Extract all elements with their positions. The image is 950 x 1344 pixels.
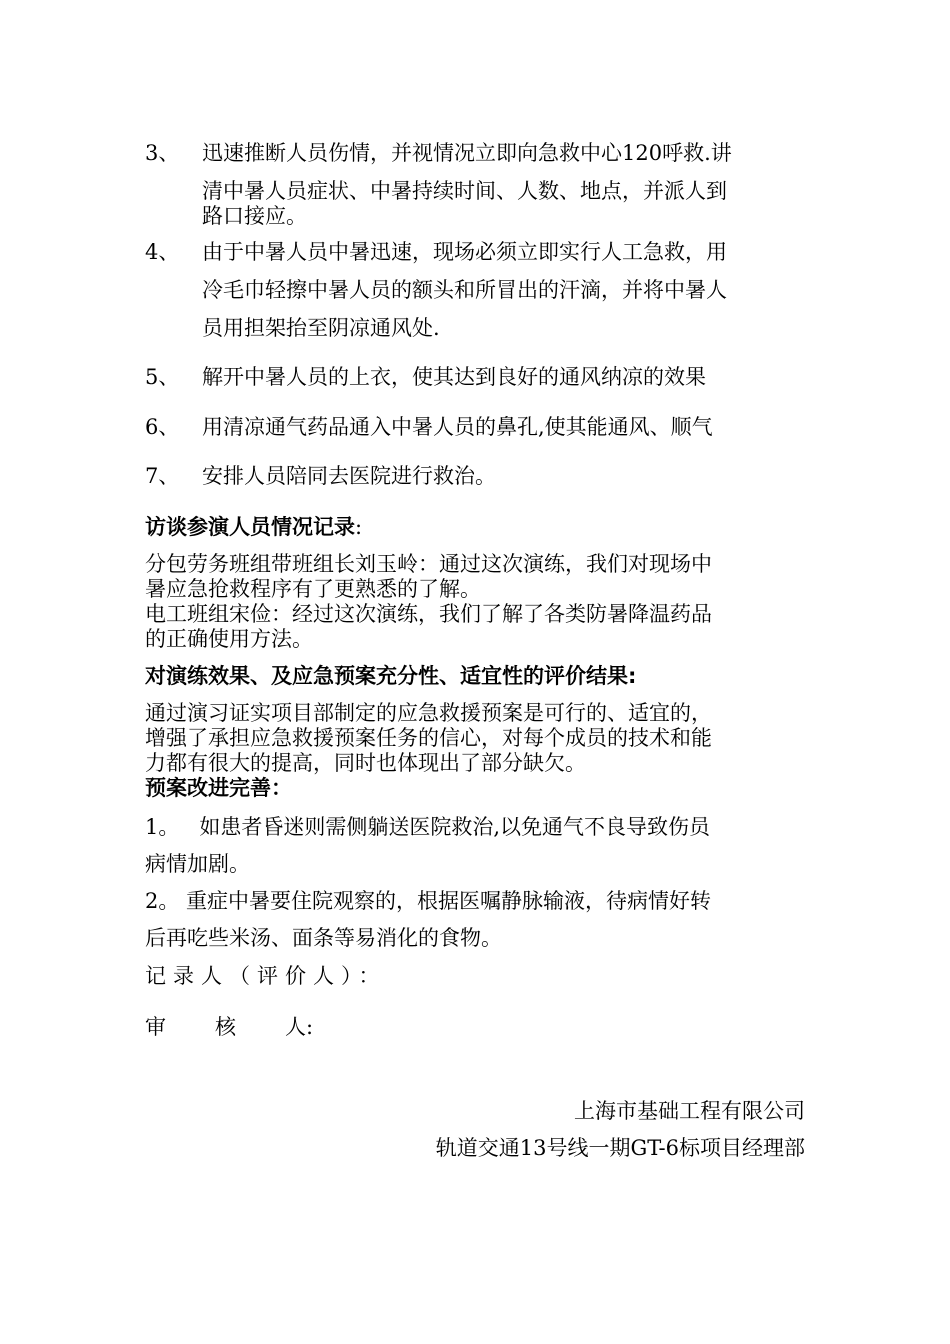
step-item-6 (145, 411, 810, 441)
step-number: 7、 (145, 464, 180, 488)
step-item-7 (145, 460, 810, 490)
interview-heading-colon: : (355, 515, 363, 539)
step-number: 4、 (145, 240, 180, 264)
step-item-5 (145, 361, 810, 391)
improvement-line: 病情加剧。 (145, 852, 250, 876)
company-name: 上海市基础工程有限公司 (574, 1099, 805, 1123)
interview-line: 的正确使用方法。 (145, 627, 313, 651)
reviewer-label (145, 1011, 810, 1041)
interview-line: 电工班组宋俭：经过这次演练，我们了解了各类防暑降温药品 (145, 602, 712, 626)
step-number: 6、 (145, 415, 180, 439)
improvement-line: 1。 如患者昏迷则需侧躺送医院救治,以免通气不良导致伤员 (145, 815, 711, 839)
step-line: 解开中暑人员的上衣，使其达到良好的通风纳凉的效果 (202, 365, 706, 389)
step-line: 用清凉通气药品通入中暑人员的鼻孔,使其能通风、顺气 (202, 415, 713, 439)
step-number: 5、 (145, 365, 180, 389)
evaluation-line: 力都有很大的提高，同时也体现出了部分缺欠。 (145, 751, 586, 775)
evaluation-line: 增强了承担应急救援预案任务的信心，对每个成员的技术和能 (145, 726, 712, 750)
step-line: 由于中暑人员中暑迅速，现场必须立即实行人工急救，用 (202, 240, 727, 264)
step-item-4 (145, 236, 810, 340)
reviewer-char: 审 (145, 1015, 166, 1039)
reviewer-char: 人: (285, 1015, 314, 1039)
step-line: 冷毛巾轻擦中暑人员的额头和所冒出的汗滴，并将中暑人 (202, 278, 727, 302)
reviewer-char: 核 (215, 1015, 236, 1039)
improvement-heading: 预案改进完善： (145, 776, 292, 800)
step-number: 3、 (145, 141, 180, 165)
evaluation-line: 通过演习证实项目部制定的应急救援预案是可行的、适宜的， (145, 701, 712, 725)
interview-heading-text: 访谈参演人员情况记录 (145, 515, 355, 539)
step-item-3 (145, 137, 810, 227)
interview-line: 暑应急抢救程序有了更熟悉的了解。 (145, 577, 481, 601)
improvement-line: 后再吃些米汤、面条等易消化的食物。 (145, 926, 502, 950)
recorder-label: 记录人（评价人）： (145, 964, 387, 988)
step-line: 清中暑人员症状、中暑持续时间、人数、地点，并派人到 (202, 179, 727, 203)
improvement-line: 2。 重症中暑要住院观察的，根据医嘱静脉输液，待病情好转 (145, 889, 712, 913)
step-line: 迅速推断人员伤情，并视情况立即向急救中心120呼救.讲 (202, 141, 732, 165)
evaluation-heading: 对演练效果、及应急预案充分性、适宜性的评价结果: (145, 664, 637, 688)
department-name: 轨道交通13号线一期GT-6标项目经理部 (435, 1136, 805, 1160)
interview-heading (145, 511, 810, 541)
step-line: 路口接应。 (202, 204, 307, 228)
step-line: 安排人员陪同去医院进行救治。 (202, 464, 496, 488)
step-line: 员用担架抬至阴凉通风处. (202, 316, 440, 340)
interview-line: 分包劳务班组带班组长刘玉岭：通过这次演练，我们对现场中 (145, 552, 712, 576)
